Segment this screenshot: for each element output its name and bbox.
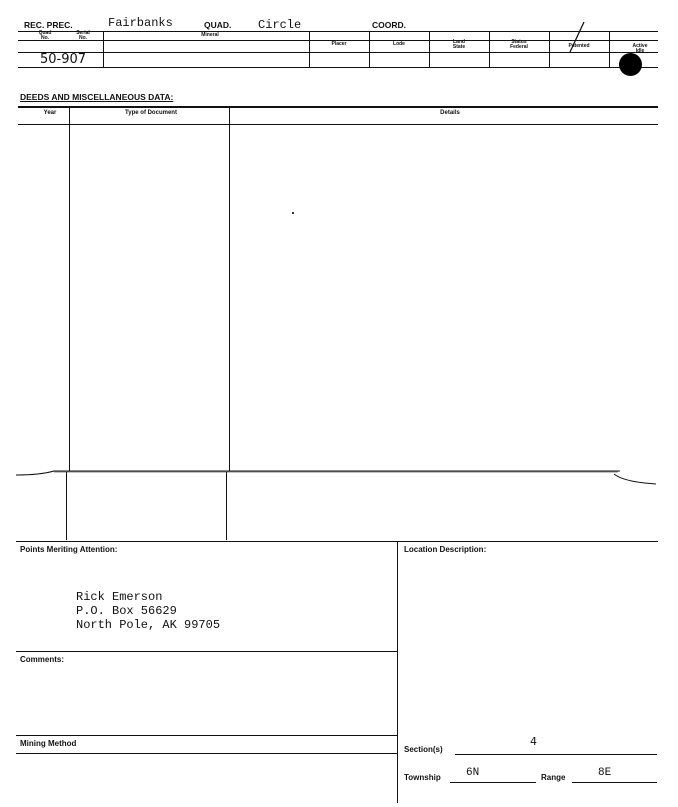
active-dot-icon: [619, 53, 642, 76]
quad-no-header: Quad No.: [38, 30, 52, 41]
rec-prec-value: Fairbanks: [108, 16, 173, 30]
record-bottom-rule: [18, 67, 658, 68]
mining-rule: [16, 735, 397, 736]
col-divider-active: [609, 31, 610, 67]
mining-method-label: Mining Method: [20, 739, 77, 748]
patented-checkmark-icon: [560, 18, 600, 58]
sections-label: Section(s): [404, 745, 443, 754]
type-column-divider: [229, 106, 230, 471]
mineral-header: Mineral: [201, 32, 219, 38]
active-idle-header: Active Idle: [632, 43, 648, 54]
col-divider-patented: [549, 31, 550, 67]
rec-prec-label: REC. PREC.: [24, 20, 73, 30]
range-underline: [572, 782, 657, 783]
col-divider-mineral: [103, 31, 104, 67]
lower-center-divider: [397, 541, 398, 803]
status-federal-header: Status Federal: [510, 39, 528, 50]
township-label: Township: [404, 773, 441, 782]
address-line-2: P.O. Box 56629: [76, 604, 177, 618]
col-divider-placer: [309, 31, 310, 67]
range-label: Range: [541, 773, 566, 782]
deeds-title: DEEDS AND MISCELLANEOUS DATA:: [20, 92, 174, 102]
address-line-3: North Pole, AK 99705: [76, 618, 221, 632]
mining-value-rule: [16, 753, 397, 754]
placer-header: Placer: [331, 41, 347, 47]
year-column-divider: [69, 106, 70, 471]
year-header: Year: [43, 110, 57, 116]
quad-label: QUAD.: [204, 20, 232, 30]
township-underline: [450, 782, 536, 783]
lode-header: Lode: [393, 41, 405, 47]
location-description-label: Location Description:: [404, 545, 487, 554]
col-divider-lode: [369, 31, 370, 67]
comments-label: Comments:: [20, 655, 65, 664]
address-line-1: Rick Emerson: [76, 590, 163, 604]
lower-section-rule: [16, 541, 658, 542]
comments-rule: [16, 651, 397, 652]
speck: [292, 212, 294, 214]
patented-header: Patented: [568, 43, 590, 49]
type-of-document-header: Type of Document: [125, 110, 177, 116]
quad-no-value: 50-907: [40, 52, 87, 67]
deeds-header-rule: [18, 124, 658, 125]
land-state-header: Land State: [452, 39, 466, 50]
details-header: Details: [440, 110, 460, 116]
serial-no-header: Serial No.: [76, 30, 90, 41]
coord-label: COORD.: [372, 20, 406, 30]
township-value: 6N: [466, 767, 480, 779]
quad-value: Circle: [258, 18, 302, 32]
deeds-top-rule: [18, 106, 658, 108]
sections-value: 4: [530, 735, 537, 748]
points-label: Points Meriting Attention:: [20, 545, 118, 554]
sections-underline: [455, 754, 657, 755]
page-seam: [0, 460, 678, 490]
range-value: 8E: [598, 767, 612, 779]
